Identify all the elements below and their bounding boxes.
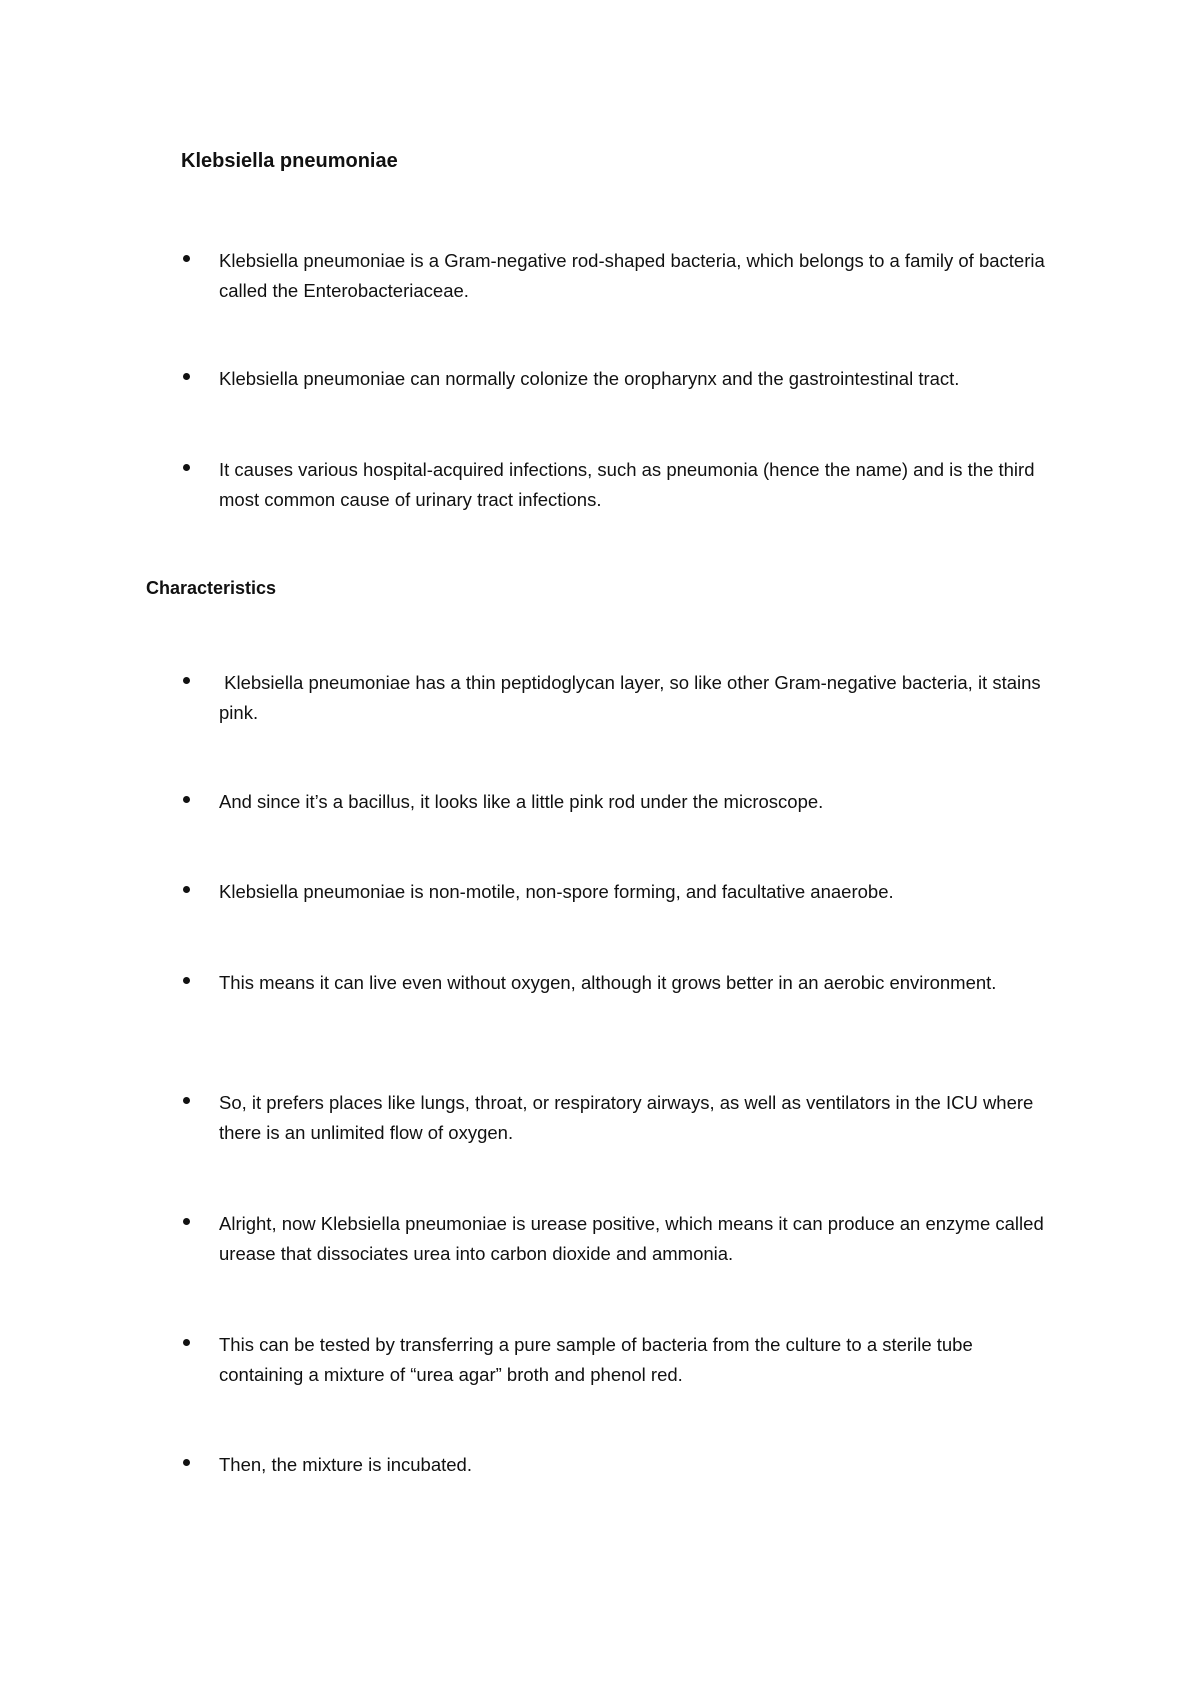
bullet-icon — [183, 1459, 190, 1466]
bullet-icon — [183, 977, 190, 984]
bullet-text: So, it prefers places like lungs, throat, or respiratory airways, as well as ventilators in the ICU where there is an unlimited flow of oxygen. — [219, 1092, 1034, 1143]
bullet-text: This can be tested by transferring a pure sample of bacteria from the culture to a sterile tube containing a mixture of “urea agar” broth and phenol red. — [219, 1334, 973, 1385]
bullet-text: Klebsiella pneumoniae is non-motile, non-spore forming, and facultative anaerobe. — [219, 881, 894, 902]
bullet-icon — [183, 677, 190, 684]
bullet-text: Klebsiella pneumoniae is a Gram-negative rod-shaped bacteria, which belongs to a family of bacteria called the Enterobacteriaceae. — [219, 250, 1045, 301]
bullet-icon — [183, 373, 190, 380]
bullet-text: This means it can live even without oxygen, although it grows better in an aerobic environment. — [219, 972, 997, 993]
bullet-icon — [183, 886, 190, 893]
bullet-icon — [183, 1218, 190, 1225]
bullet-icon — [183, 464, 190, 471]
bullet-text: It causes various hospital-acquired infections, such as pneumonia (hence the name) and is the third most common cause of urinary tract infections. — [219, 459, 1035, 510]
bullet-text: Alright, now Klebsiella pneumoniae is urease positive, which means it can produce an enzyme called urease that dissociates urea into carbon dioxide and ammonia. — [219, 1213, 1044, 1264]
bullet-text: Klebsiella pneumoniae has a thin peptidoglycan layer, so like other Gram-negative bacteria, it stains pink. — [219, 672, 1046, 723]
bullet-icon — [183, 1339, 190, 1346]
bullet-icon — [183, 255, 190, 262]
bullet-icon — [183, 796, 190, 803]
bullet-text: Then, the mixture is incubated. — [219, 1454, 472, 1475]
document-title: Klebsiella pneumoniae — [181, 150, 398, 172]
bullet-text: And since it’s a bacillus, it looks like a little pink rod under the microscope. — [219, 791, 824, 812]
bullet-text: Klebsiella pneumoniae can normally colonize the oropharynx and the gastrointestinal tract. — [219, 368, 960, 389]
section-title-characteristics: Characteristics — [146, 578, 277, 598]
bullet-icon — [183, 1097, 190, 1104]
